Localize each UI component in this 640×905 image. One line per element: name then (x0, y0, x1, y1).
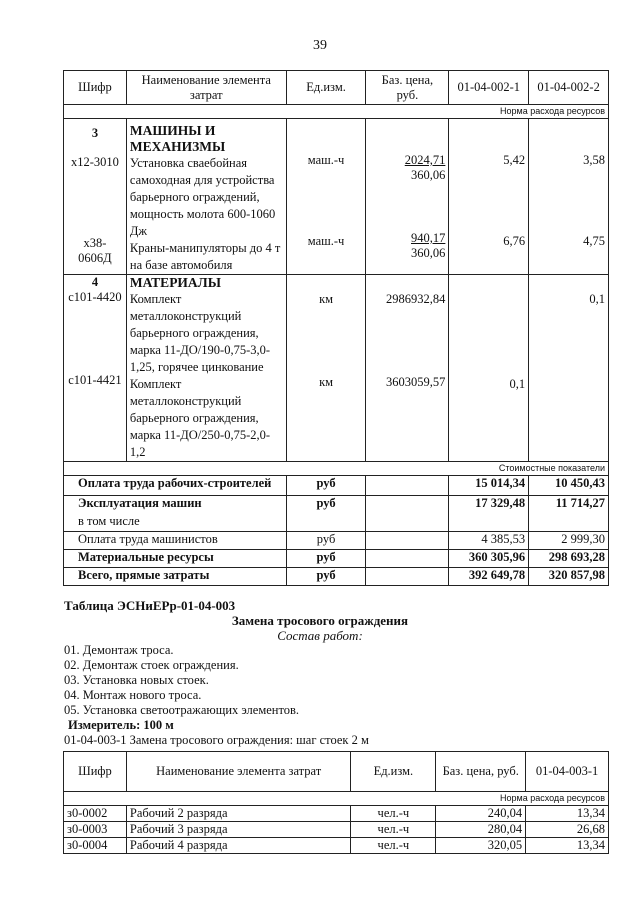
header-name: Наименование элемента затрат (126, 71, 286, 105)
header-price: Баз. цена, руб. (366, 71, 449, 105)
row-code: х38-0606Д (78, 236, 112, 265)
cost-value-2: 320 857,98 (529, 568, 609, 586)
row-unit: маш.-ч (307, 153, 345, 167)
row-price: 280,04 (436, 822, 526, 838)
row-name: Комплект металлоконструкций барьерного ограждения, марка 11-ДО/190-0,75-3,0-1,25, горячее цинкование (129, 292, 271, 374)
section-number: 4 (91, 275, 99, 289)
section-3-unit-cell (286, 119, 366, 275)
cost-value-1: 15 014,34 (449, 476, 529, 496)
row-price: 940,17 (411, 231, 446, 245)
cost-value-2: 11 714,27 (529, 496, 609, 514)
work-item: 04. Монтаж нового троса. (64, 688, 202, 702)
row-code: с101-4421 (68, 373, 122, 387)
cost-label: Стоимостные показатели (64, 462, 609, 476)
section-3-col-1-cell (449, 119, 529, 275)
section-3-col-2-cell (529, 119, 609, 275)
section-number: 3 (91, 126, 99, 140)
cost-unit: руб (286, 476, 366, 496)
row-value-1: 5,42 (503, 153, 526, 167)
row-code: з0-0002 (64, 806, 127, 822)
header-name: Наименование элемента затрат (126, 752, 351, 792)
cost-name: Оплата труда машинистов (64, 532, 287, 550)
row-price: 2024,71 (404, 153, 446, 167)
cost-unit: руб (286, 496, 366, 514)
row-price: 2986932,84 (386, 292, 446, 306)
cost-value-1: 360 305,96 (449, 550, 529, 568)
row-code: з0-0003 (64, 822, 127, 838)
header-unit: Ед.изм. (351, 752, 436, 792)
row-code: х12-3010 (70, 155, 119, 169)
table-id: Таблица ЭСНиЕРр-01-04-003 (64, 598, 236, 613)
header-col-2: 01-04-002-2 (529, 71, 609, 105)
cost-value-2: 298 693,28 (529, 550, 609, 568)
cost-name: Материальные ресурсы (64, 550, 287, 568)
cost-name: Всего, прямые затраты (64, 568, 287, 586)
row-code: с101-4420 (68, 290, 122, 304)
row-unit: чел.-ч (351, 838, 436, 854)
cost-name: Эксплуатация машин (64, 496, 287, 514)
row-value-1: 26,68 (526, 822, 609, 838)
row-name: Рабочий 3 разряда (126, 822, 351, 838)
section-3-code-cell (64, 119, 127, 275)
section-title: Замена тросового ограждения (231, 613, 409, 628)
cost-name: Оплата труда рабочих-строителей (64, 476, 287, 496)
row-price-secondary: 360,06 (411, 168, 446, 182)
header-unit: Ед.изм. (286, 71, 366, 105)
cost-name: в том числе (64, 514, 287, 532)
norma-label: Норма расхода ресурсов (64, 792, 609, 806)
work-item: 03. Установка новых стоек. (64, 673, 209, 687)
cost-unit: руб (286, 550, 366, 568)
cost-unit: руб (286, 568, 366, 586)
section-3-name-cell (126, 119, 286, 275)
cost-value-2: 10 450,43 (529, 476, 609, 496)
section-4-name-cell (126, 275, 286, 462)
row-value-1: 13,34 (526, 838, 609, 854)
row-name: Установка сваебойная самоходная для устройства барьерного ограждений, мощность молота 600-1060 Дж (129, 156, 276, 238)
header-code: Шифр (64, 71, 127, 105)
page-number: 39 (313, 38, 327, 53)
cost-value-1: 392 649,78 (449, 568, 529, 586)
header-code: Шифр (64, 752, 127, 792)
section-4-col-1-cell (449, 275, 529, 462)
header-col-1: 01-04-003-1 (526, 752, 609, 792)
row-value-2: 4,75 (583, 234, 605, 248)
row-price: 320,05 (436, 838, 526, 854)
row-name: Комплект металлоконструкций барьерного ограждения, марка 11-ДО/250-0,75-2,0-1,2 (129, 377, 271, 459)
section-4-col-2-cell (529, 275, 609, 462)
section-3-price-cell (366, 119, 449, 275)
header-col-1: 01-04-002-1 (449, 71, 529, 105)
meter-label: Измеритель: 100 м (68, 718, 174, 732)
row-name: Рабочий 2 разряда (126, 806, 351, 822)
row-name: Краны-манипуляторы до 4 т на базе автомобиля (129, 241, 281, 272)
section-4-code-cell (64, 275, 127, 462)
cost-value-1: 4 385,53 (449, 532, 529, 550)
row-value-1: 6,76 (503, 234, 526, 248)
work-item: 02. Демонтаж стоек ограждения. (64, 658, 239, 672)
row-name: Рабочий 4 разряда (126, 838, 351, 854)
table-row (64, 838, 609, 854)
row-unit: чел.-ч (351, 822, 436, 838)
row-value-1: 0,1 (509, 377, 526, 391)
section-4-price-cell (366, 275, 449, 462)
row-unit: км (319, 292, 334, 306)
row-price: 240,04 (436, 806, 526, 822)
header-price: Баз. цена, руб. (436, 752, 526, 792)
row-unit: маш.-ч (307, 234, 345, 248)
row-value-1: 13,34 (526, 806, 609, 822)
table-row (64, 822, 609, 838)
cost-value-1: 17 329,48 (449, 496, 529, 514)
cost-value-2: 2 999,30 (529, 532, 609, 550)
work-item: 05. Установка светоотражающих элементов. (64, 703, 300, 717)
section-title: МАШИНЫ И МЕХАНИЗМЫ (129, 123, 226, 154)
row-value-2: 0,1 (589, 292, 605, 306)
resource-table-2 (63, 751, 609, 854)
row-unit: км (319, 375, 334, 389)
row-value-2: 3,58 (583, 153, 605, 167)
norma-label: Норма расхода ресурсов (64, 105, 609, 119)
row-code: з0-0004 (64, 838, 127, 854)
resource-table-1 (63, 70, 609, 586)
section-4-unit-cell (286, 275, 366, 462)
work-item: 01. Демонтаж троса. (64, 643, 174, 657)
cost-unit: руб (286, 532, 366, 550)
section-title: МАТЕРИАЛЫ (129, 275, 221, 290)
item-label: 01-04-003-1 Замена тросового ограждения: шаг стоек 2 м (64, 733, 369, 747)
section-subtitle: Состав работ: (277, 628, 363, 643)
row-price: 3603059,57 (386, 375, 446, 389)
row-price-secondary: 360,06 (411, 246, 446, 260)
row-unit: чел.-ч (351, 806, 436, 822)
table-row (64, 806, 609, 822)
